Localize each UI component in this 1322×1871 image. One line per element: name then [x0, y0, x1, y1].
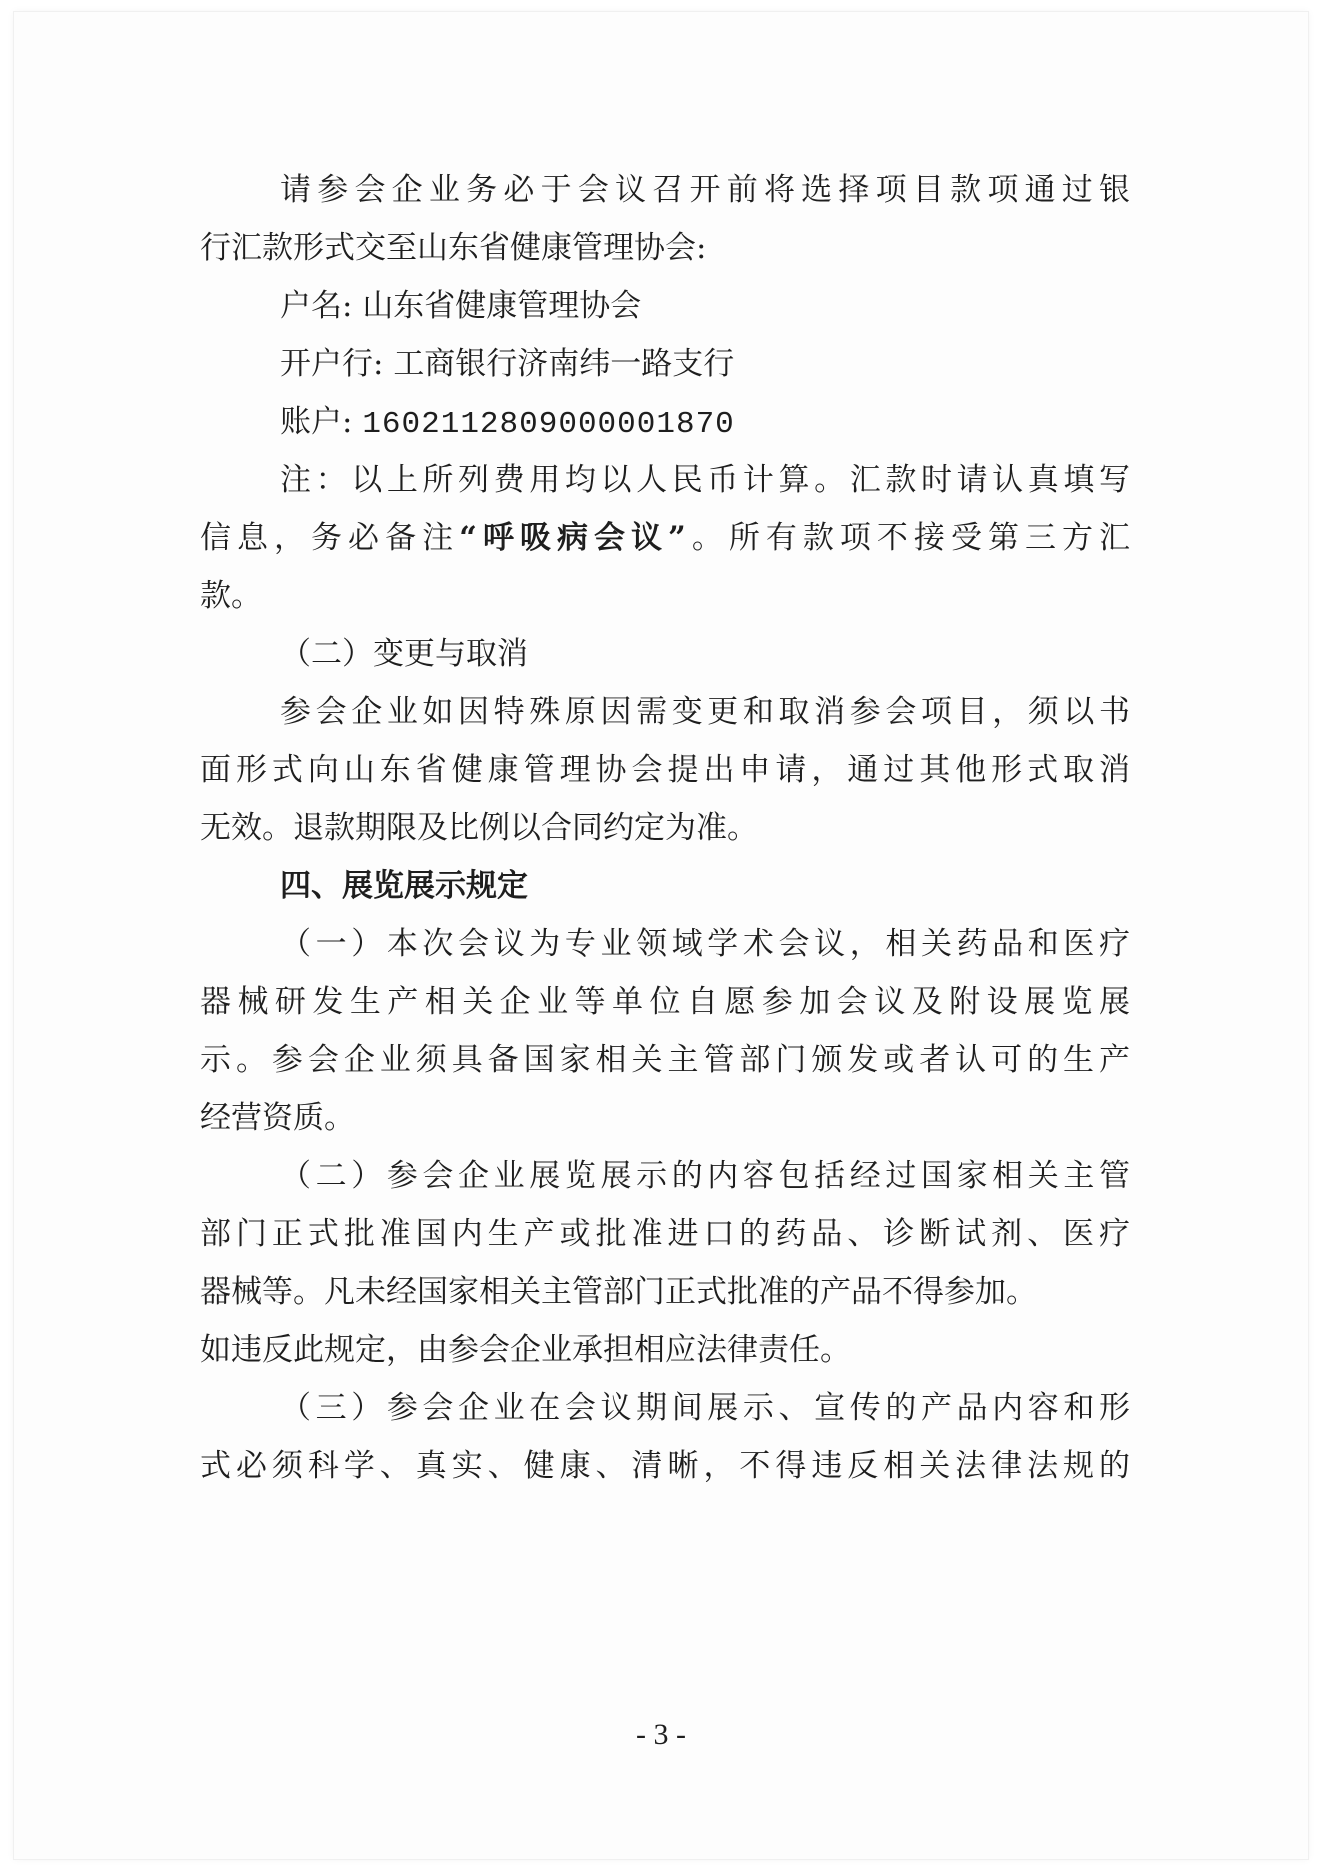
- bank-value: 工商银行济南纬一路支行: [393, 346, 735, 382]
- account-number-row: [280, 402, 735, 442]
- change-cancel-line-2: 面形式向山东省健康管理协会提出申请，通过其他形式取消: [200, 752, 1130, 788]
- note-line-2-prefix: 信息，务必备注: [200, 520, 460, 556]
- note-line-3: 款。: [200, 578, 262, 614]
- exhibition-p2-line-4: 如违反此规定，由参会企业承担相应法律责任。: [200, 1332, 851, 1368]
- change-cancel-line-3: 无效。退款期限及比例以合同约定为准。: [200, 810, 758, 846]
- exhibition-p2-line-3: 器械等。凡未经国家相关主管部门正式批准的产品不得参加。: [200, 1274, 1037, 1310]
- note-line-2: [200, 518, 1130, 558]
- account-number-value: 1602112809000001870: [362, 407, 735, 442]
- note-remark-keyword: “呼吸病会议”: [459, 520, 686, 556]
- note-line-2-suffix: 。所有款项不接受第三方汇: [685, 520, 1130, 556]
- exhibition-p1-line-1: （一）本次会议为专业领域学术会议，相关药品和医疗: [280, 926, 1130, 962]
- account-name-label: 户名:: [280, 288, 353, 324]
- change-cancel-line-1: 参会企业如因特殊原因需变更和取消参会项目，须以书: [280, 694, 1130, 730]
- bank-row: [280, 344, 734, 384]
- exhibition-p1-line-3: 示。参会企业须具备国家相关主管部门颁发或者认可的生产: [200, 1042, 1130, 1078]
- page-number: - 3 -: [636, 1718, 686, 1751]
- exhibition-heading: 四、展览展示规定: [280, 868, 528, 904]
- exhibition-p2-line-2: 部门正式批准国内生产或批准进口的药品、诊断试剂、医疗: [200, 1216, 1130, 1252]
- exhibition-p1-line-2: 器械研发生产相关企业等单位自愿参加会议及附设展览展: [200, 984, 1130, 1020]
- account-name-row: [280, 286, 641, 326]
- payment-intro-line-1: 请参会企业务必于会议召开前将选择项目款项通过银: [280, 172, 1130, 208]
- bank-label: 开户行:: [280, 346, 384, 382]
- account-number-label: 账户:: [280, 404, 353, 440]
- exhibition-p3-line-2: 式必须科学、真实、健康、清晰，不得违反相关法律法规的: [200, 1448, 1130, 1484]
- note-line-1: 注：以上所列费用均以人民币计算。汇款时请认真填写: [280, 462, 1130, 498]
- exhibition-p2-line-1: （二）参会企业展览展示的内容包括经过国家相关主管: [280, 1158, 1130, 1194]
- change-cancel-heading: （二）变更与取消: [280, 636, 528, 672]
- payment-intro-line-2: 行汇款形式交至山东省健康管理协会:: [200, 230, 707, 266]
- account-name-value: 山东省健康管理协会: [362, 288, 642, 324]
- exhibition-p3-line-1: （三）参会企业在会议期间展示、宣传的产品内容和形: [280, 1390, 1130, 1426]
- exhibition-p1-line-4: 经营资质。: [200, 1100, 355, 1136]
